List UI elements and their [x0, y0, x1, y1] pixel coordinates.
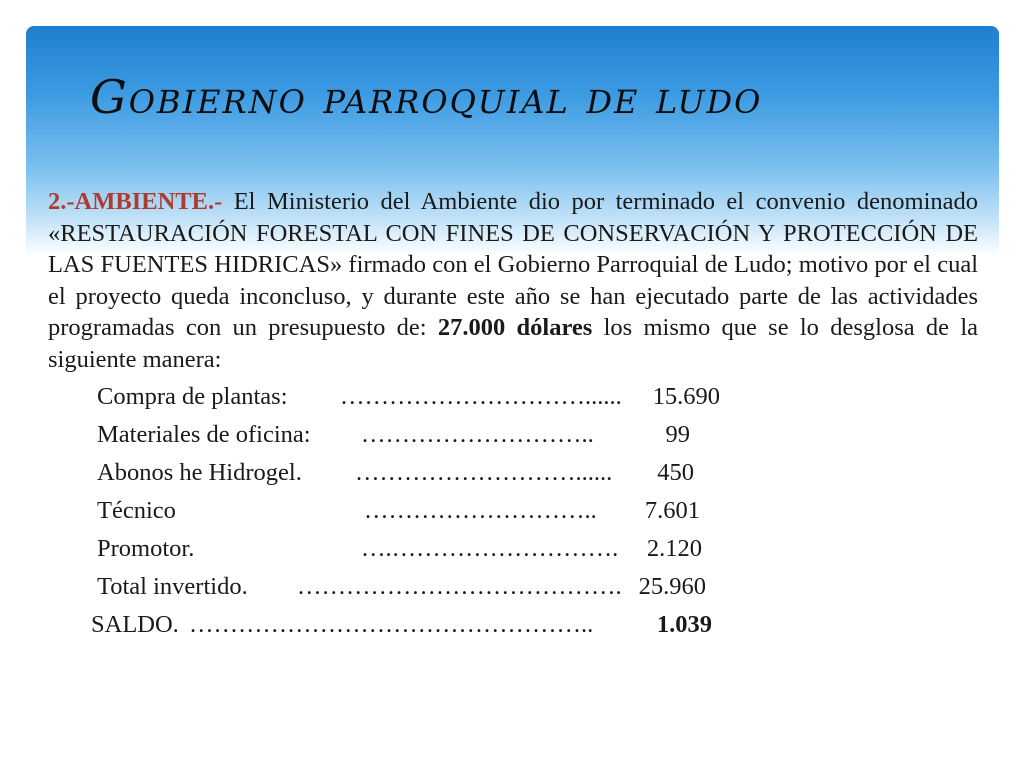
budget-breakdown: [48, 375, 978, 645]
budget-row-value: 15.690: [652, 383, 720, 410]
budget-row-value: 99: [665, 421, 690, 448]
slide-title: Gobierno parroquial de ludo: [90, 70, 763, 124]
description-paragraph: [48, 186, 978, 375]
budget-row-value: 25.960: [638, 573, 706, 600]
paragraph-text-1: El Ministerio del Ambiente dio por terminado el convenio denominado «RESTAURACIÓN FORESTAL CON FINES DE CONSERVACIÓN Y PROTECCIÓN DE LAS FUENTES HIDRICAS» firmado con el Gobierno Parroquial de Ludo; motivo por el cual el proyecto queda inconcluso, y durante este año se han ejecutado parte de las actividades programadas con un presupuesto de:: [48, 188, 978, 341]
budget-row: [48, 495, 978, 533]
budget-row-dots: …………………………......: [340, 383, 622, 410]
budget-row-label: Total invertido.: [97, 573, 248, 600]
budget-row-dots: ………………………………….: [297, 573, 622, 600]
budget-row-value: 450: [657, 459, 694, 486]
budget-row: [48, 457, 978, 495]
budget-row-label: Materiales de oficina:: [97, 421, 311, 448]
budget-row: [48, 419, 978, 457]
paragraph-text-2: los mismo que se lo desglosa de la siguiente manera:: [48, 314, 978, 373]
budget-row-label: Abonos he Hidrogel.: [97, 459, 302, 486]
slide-body: [48, 186, 978, 645]
budget-row-dots: ………………………..: [361, 421, 594, 448]
budget-row: [48, 533, 978, 571]
budget-row-label: Técnico: [97, 497, 176, 524]
saldo-dots: …………………………………………..: [189, 611, 594, 638]
budget-row-dots: ………………………..: [364, 497, 597, 524]
saldo-label: SALDO.: [91, 611, 179, 638]
section-heading: 2.-AMBIENTE.-: [48, 188, 223, 215]
budget-row-value: 2.120: [646, 535, 702, 562]
saldo-row: [48, 609, 978, 647]
budget-row-label: Promotor.: [97, 535, 195, 562]
budget-amount: 27.000 dólares: [437, 314, 593, 341]
budget-row-label: Compra de plantas:: [97, 383, 288, 410]
budget-row: [48, 571, 978, 609]
budget-row-dots: ………………………......: [355, 459, 613, 486]
saldo-value: 1.039: [656, 611, 712, 638]
budget-row-dots: ….……………………….: [361, 535, 619, 562]
budget-row: [48, 381, 978, 419]
budget-row-value: 7.601: [644, 497, 700, 524]
